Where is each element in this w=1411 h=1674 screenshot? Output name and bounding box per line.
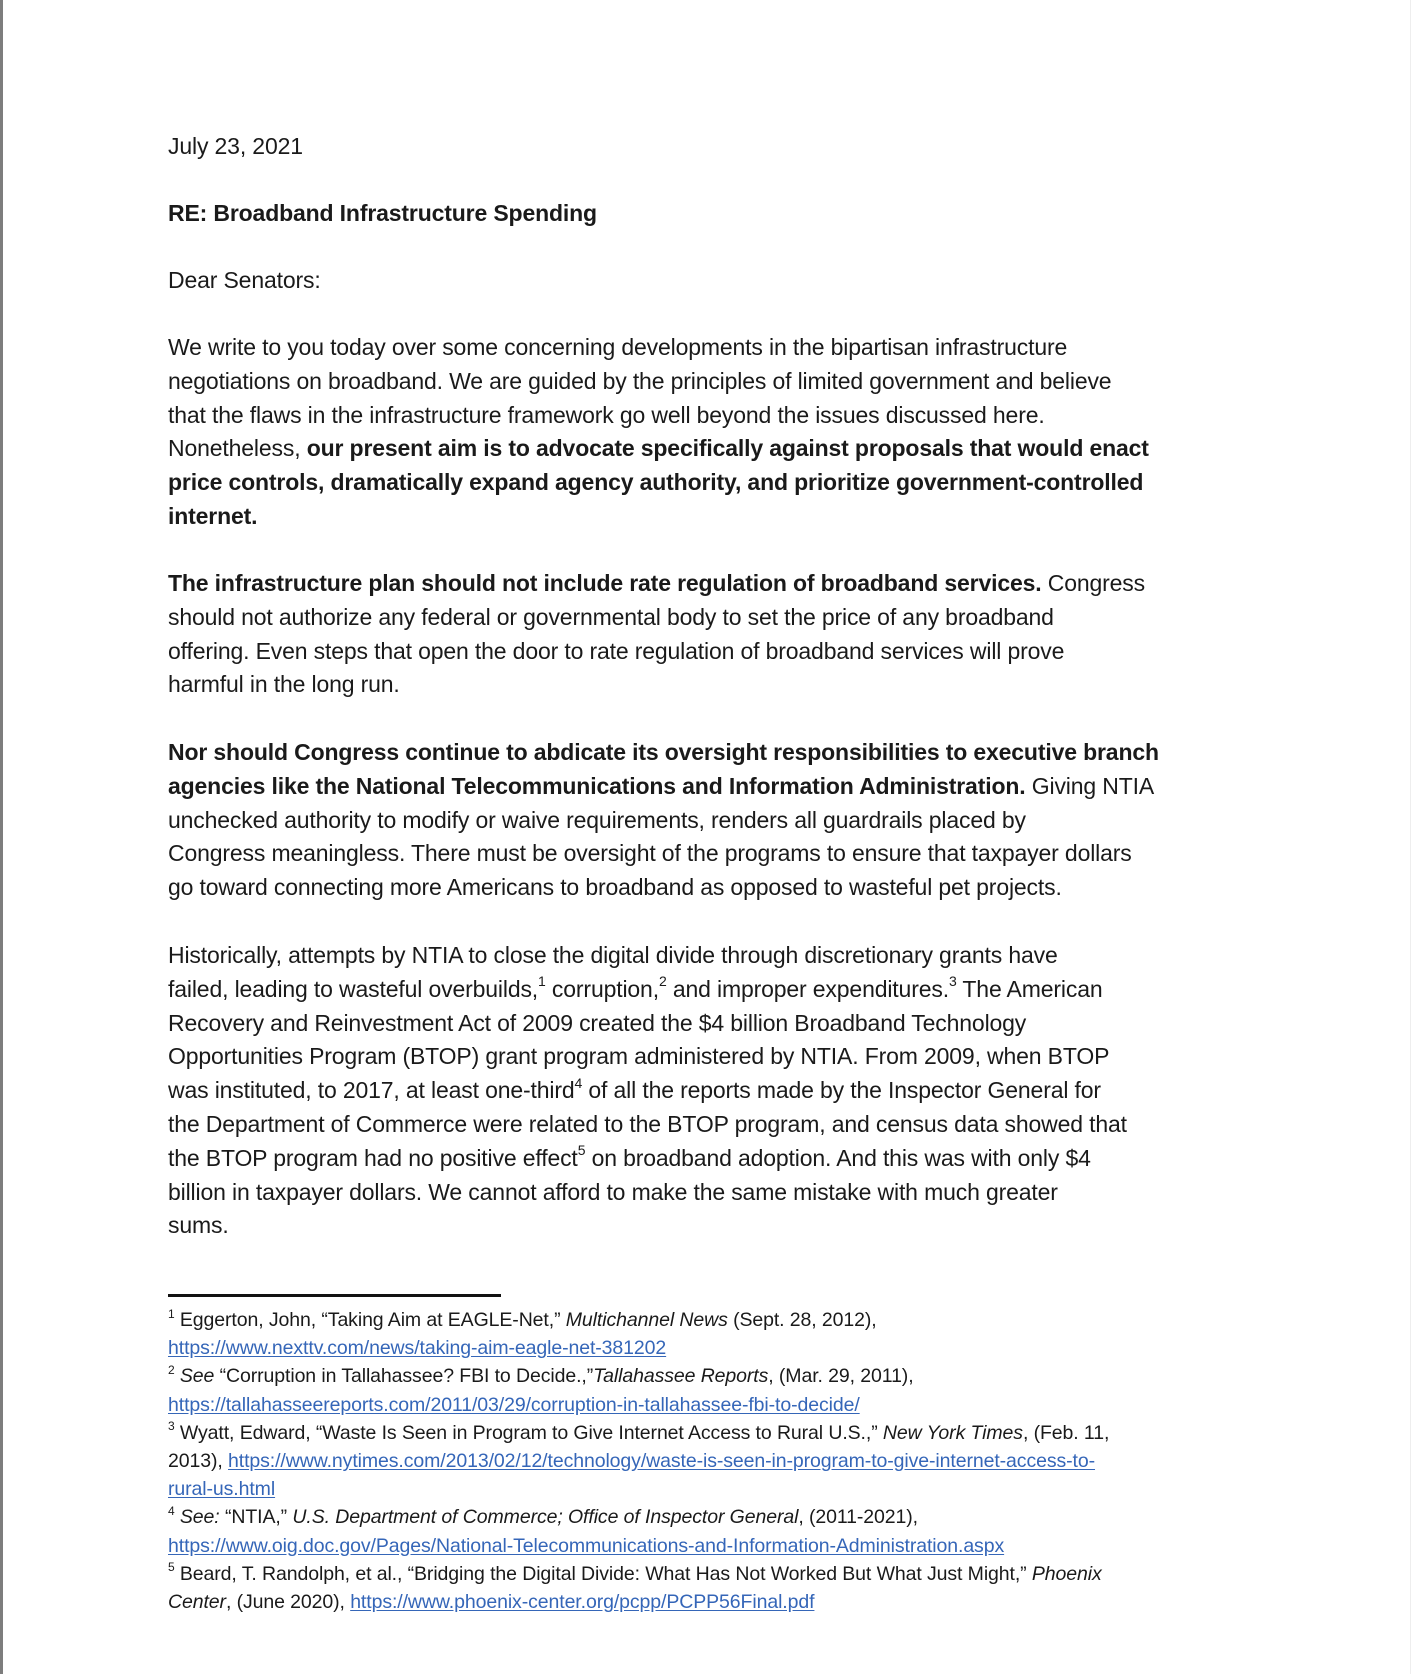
text-line: Historically, attempts by NTIA to close the digital divide through discretionary grants have bbox=[168, 942, 1058, 968]
page-left-edge bbox=[0, 0, 3, 1674]
text-line bbox=[168, 466, 1149, 500]
emphasis-text: The infrastructure plan should not include rate regulation of broadband services. bbox=[168, 570, 1042, 596]
text-run: Beard, T. Randolph, et al., “Bridging the Digital Divide: What Has Not Worked But What Just Might,” bbox=[174, 1562, 1032, 1585]
text-run: failed, leading to wasteful overbuilds, bbox=[168, 975, 539, 1002]
text-run: Giving NTIA bbox=[1025, 772, 1155, 799]
text-run: Congress bbox=[1041, 570, 1145, 596]
publication-title: Phoenix bbox=[1031, 1562, 1102, 1585]
footnote-2 bbox=[168, 1362, 1109, 1390]
footnote-1 bbox=[168, 1306, 1109, 1334]
text-line bbox=[168, 567, 1145, 601]
text-line: negotiations on broadband. We are guided by the principles of limited government and believe bbox=[168, 367, 1112, 394]
text-line: harmful in the long run. bbox=[168, 671, 400, 698]
text-run: , (2011-2021), bbox=[798, 1506, 918, 1529]
paragraph-history bbox=[168, 939, 1127, 1243]
text-line: that the flaws in the infrastructure framework go well beyond the issues discussed here. bbox=[168, 401, 1045, 428]
text-run: on broadband adoption. And this was with only $4 bbox=[585, 1144, 1091, 1171]
subject-text: RE: Broadband Infrastructure Spending bbox=[168, 200, 597, 226]
footnote-number: 3 bbox=[168, 1419, 175, 1434]
text-run: , (June 2020), bbox=[225, 1590, 351, 1613]
emphasis-text: Nor should Congress continue to abdicate its oversight responsibilities to executive branch bbox=[168, 739, 1159, 765]
letter-subject bbox=[168, 197, 597, 231]
text-run: the BTOP program had no positive effect bbox=[168, 1144, 578, 1171]
footnote-5 bbox=[168, 1560, 1109, 1588]
footnote-3 bbox=[168, 1419, 1109, 1447]
footnote-2-link-line bbox=[168, 1391, 1109, 1419]
footnote-4-link[interactable]: https://www.oig.doc.gov/Pages/National-Telecommunications-and-Information-Administration.aspx bbox=[168, 1534, 1005, 1557]
text-run: Wyatt, Edward, “Waste Is Seen in Program to Give Internet Access to Rural U.S.,” bbox=[174, 1421, 883, 1444]
text-run: , (Feb. 11, bbox=[1022, 1421, 1110, 1444]
publication-title-cont: Center bbox=[168, 1590, 226, 1613]
footnote-ref-4[interactable]: 4 bbox=[574, 1074, 583, 1091]
footnote-ref-2[interactable]: 2 bbox=[658, 973, 667, 990]
footnote-ref-3[interactable]: 3 bbox=[948, 973, 957, 990]
paragraph-rate-regulation bbox=[168, 567, 1145, 702]
footnote-5-link[interactable]: https://www.phoenix-center.org/pcpp/PCPP56Final.pdf bbox=[350, 1590, 815, 1613]
footnote-2-link[interactable]: https://tallahasseereports.com/2011/03/29/corruption-in-tallahassee-fbi-to-decide/ bbox=[168, 1393, 860, 1416]
emphasis-text: price controls, dramatically expand agency authority, and prioritize government-controlled bbox=[168, 469, 1144, 496]
text-line: should not authorize any federal or governmental body to set the price of any broadband bbox=[168, 603, 1054, 630]
text-line bbox=[168, 770, 1159, 804]
text-line bbox=[168, 1074, 1127, 1108]
text-run: corruption, bbox=[545, 975, 659, 1002]
footnote-ref-5[interactable]: 5 bbox=[577, 1142, 586, 1159]
footnote-3-link-line bbox=[168, 1447, 1109, 1475]
publication-title: Tallahassee Reports bbox=[593, 1365, 769, 1388]
letter-date: July 23, 2021 bbox=[168, 133, 303, 159]
text-line: billion in taxpayer dollars. We cannot afford to make the same mistake with much greater bbox=[168, 1178, 1058, 1205]
text-run: and improper expenditures. bbox=[666, 975, 949, 1002]
text-run: was instituted, to 2017, at least one-third bbox=[168, 1077, 575, 1104]
text-run: 2013), bbox=[168, 1449, 229, 1472]
footnote-separator bbox=[168, 1294, 501, 1297]
text-run: of all the reports made by the Inspector General for bbox=[582, 1077, 1101, 1104]
paragraph-intro bbox=[168, 331, 1149, 534]
text-line: Recovery and Reinvestment Act of 2009 created the $4 billion Broadband Technology bbox=[168, 1009, 1027, 1036]
text-run: , (Mar. 29, 2011), bbox=[768, 1365, 914, 1388]
text-line bbox=[168, 973, 1127, 1007]
text-line bbox=[168, 736, 1159, 770]
text-line: offering. Even steps that open the door to rate regulation of broadband services will prove bbox=[168, 637, 1065, 664]
text-line bbox=[168, 1142, 1127, 1176]
publication-title: Multichannel News bbox=[565, 1309, 728, 1331]
footnote-number: 2 bbox=[168, 1362, 175, 1377]
signal-word: See bbox=[174, 1365, 215, 1388]
text-run: Eggerton, John, “Taking Aim at EAGLE-Net,” bbox=[174, 1309, 566, 1331]
text-line: Opportunities Program (BTOP) grant program administered by NTIA. From 2009, when BTOP bbox=[168, 1043, 1110, 1070]
signal-word: See: bbox=[174, 1506, 220, 1529]
footnote-5-link-line bbox=[168, 1588, 1109, 1616]
paragraph-oversight bbox=[168, 736, 1159, 905]
emphasis-text: agencies like the National Telecommunications and Information Administration. bbox=[168, 772, 1026, 799]
text-run: Nonetheless, bbox=[168, 435, 307, 462]
text-line: We write to you today over some concerning developments in the bipartisan infrastructure bbox=[168, 334, 1068, 360]
footnote-4 bbox=[168, 1503, 1109, 1531]
text-line: unchecked authority to modify or waive requirements, renders all guardrails placed by bbox=[168, 806, 1026, 833]
text-run: “Corruption in Tallahassee? FBI to Decide.,” bbox=[214, 1365, 594, 1388]
text-line: the Department of Commerce were related to the BTOP program, and census data showed that bbox=[168, 1110, 1127, 1137]
publication-title: U.S. Department of Commerce; Office of Inspector General bbox=[292, 1506, 799, 1529]
footnote-4-link-line bbox=[168, 1532, 1109, 1560]
text-line: go toward connecting more Americans to broadband as opposed to wasteful pet projects. bbox=[168, 874, 1062, 901]
text-line bbox=[168, 500, 1149, 534]
text-line: Congress meaningless. There must be oversight of the programs to ensure that taxpayer dollars bbox=[168, 840, 1132, 867]
footnote-number: 1 bbox=[168, 1306, 175, 1321]
footnote-1-link[interactable]: https://www.nexttv.com/news/taking-aim-eagle-net-381202 bbox=[168, 1337, 667, 1360]
footnote-3-link-cont[interactable]: rural-us.html bbox=[168, 1478, 276, 1501]
text-run: “NTIA,” bbox=[219, 1506, 293, 1529]
text-line: sums. bbox=[168, 1212, 229, 1239]
emphasis-text: our present aim is to advocate specifically against proposals that would enact bbox=[306, 435, 1149, 462]
text-line bbox=[168, 432, 1149, 466]
footnotes bbox=[168, 1306, 1109, 1616]
text-run: The American bbox=[956, 975, 1103, 1002]
footnote-number: 5 bbox=[168, 1560, 175, 1575]
salutation: Dear Senators: bbox=[168, 267, 321, 293]
footnote-1-link-line bbox=[168, 1334, 1109, 1362]
text-run: (Sept. 28, 2012), bbox=[727, 1309, 877, 1331]
footnote-3-link-line-2 bbox=[168, 1475, 1109, 1503]
emphasis-text: internet. bbox=[168, 502, 258, 529]
footnote-ref-1[interactable]: 1 bbox=[538, 973, 546, 990]
footnote-number: 4 bbox=[168, 1503, 175, 1518]
footnote-3-link[interactable]: https://www.nytimes.com/2013/02/12/technology/waste-is-seen-in-program-to-give-internet-access-to- bbox=[228, 1449, 1096, 1472]
publication-title: New York Times bbox=[882, 1421, 1023, 1444]
